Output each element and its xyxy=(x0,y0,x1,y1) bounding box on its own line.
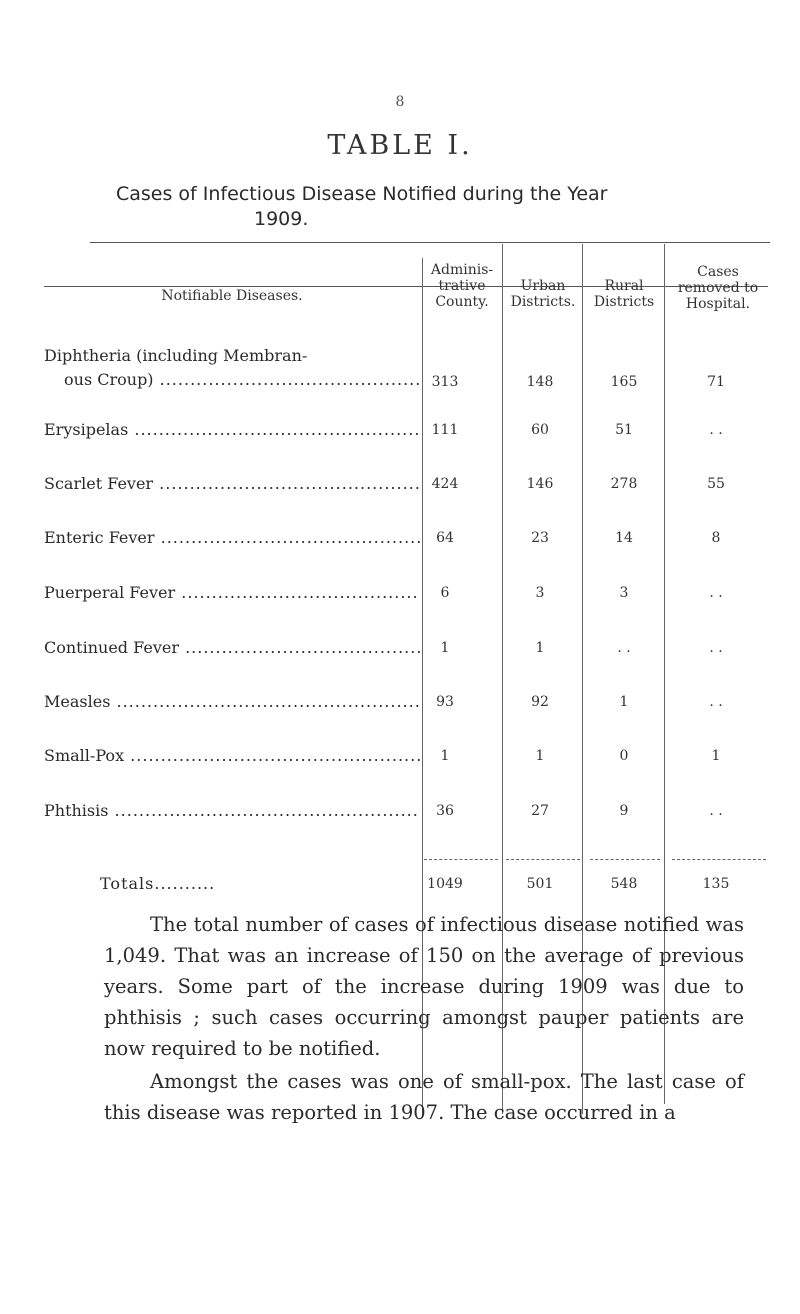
header-notifiable-diseases: Notifiable Diseases. xyxy=(161,288,303,304)
table-row xyxy=(0,744,800,768)
totals-rule-hospital xyxy=(672,859,766,860)
total-rural: 548 xyxy=(610,876,638,892)
total-county: 1049 xyxy=(427,876,463,892)
cell-hospital: 1 xyxy=(711,748,721,764)
cell-rural: 51 xyxy=(615,422,633,438)
header-administrative-county: Adminis-trative County. xyxy=(430,262,494,310)
disease-label: Phthisis ..... xyxy=(44,799,420,823)
header-rural-districts: Rural Districts xyxy=(593,278,655,310)
cell-hospital: . . xyxy=(709,803,723,819)
disease-label: Enteric Fever ..... xyxy=(44,526,420,550)
table-row xyxy=(0,344,800,392)
table-top-rule xyxy=(90,242,770,243)
header-urban-districts: Urban Districts. xyxy=(510,278,576,310)
table-row xyxy=(0,418,800,442)
cell-urban: 1 xyxy=(535,640,545,656)
table-row xyxy=(0,636,800,660)
cell-rural: 9 xyxy=(619,803,629,819)
cell-urban: 27 xyxy=(531,803,549,819)
paragraph-2: Amongst the cases was one of small-pox. The last case of this disease was reported in 1907. The case occurred in a xyxy=(104,1070,744,1124)
table-row xyxy=(0,581,800,605)
body-text xyxy=(104,909,744,1128)
cell-hospital: 55 xyxy=(707,476,725,492)
cell-urban: 146 xyxy=(526,476,554,492)
cell-county: 36 xyxy=(436,803,454,819)
disease-label: Continued Fever ..... xyxy=(44,636,420,660)
total-hospital: 135 xyxy=(702,876,730,892)
total-urban: 501 xyxy=(526,876,554,892)
disease-label: Erysipelas ..... xyxy=(44,418,420,442)
disease-label: Measles ..... xyxy=(44,690,420,714)
cell-hospital: . . xyxy=(709,422,723,438)
cell-urban: 148 xyxy=(526,374,554,390)
table-row xyxy=(0,799,800,823)
disease-label-continued: ous Croup) ..... xyxy=(64,368,420,392)
table-title: TABLE I. xyxy=(327,130,473,161)
table-row xyxy=(0,690,800,714)
page-number: 8 xyxy=(395,94,405,110)
cell-rural: 1 xyxy=(619,694,629,710)
totals-rule-county xyxy=(424,859,498,860)
disease-label: Scarlet Fever ..... xyxy=(44,472,420,496)
cell-county: 111 xyxy=(431,422,459,438)
cell-rural: 14 xyxy=(615,530,633,546)
cell-hospital: . . xyxy=(709,694,723,710)
table-row xyxy=(0,526,800,550)
cell-rural: 165 xyxy=(610,374,638,390)
cell-county: 93 xyxy=(436,694,454,710)
header-cases-removed: Cases removed to Hospital. xyxy=(677,264,759,312)
cell-hospital: 71 xyxy=(707,374,725,390)
cell-county: 313 xyxy=(431,374,459,390)
cell-urban: 1 xyxy=(535,748,545,764)
cell-hospital: . . xyxy=(709,640,723,656)
disease-label: Diphtheria (including Membran- xyxy=(44,346,308,365)
cell-rural: . . xyxy=(617,640,631,656)
paragraph-1: The total number of cases of infectious disease notified was 1,049. That was an increase of 150 on the average of previous years. Some part of the increase during 1909 was due to phthisis ; such cases occurring amongst pauper patients are now required to be notified. xyxy=(104,913,744,1060)
cell-rural: 0 xyxy=(619,748,629,764)
totals-row xyxy=(0,872,800,896)
cell-county: 64 xyxy=(436,530,454,546)
table-row xyxy=(0,472,800,496)
cell-urban: 92 xyxy=(531,694,549,710)
totals-rule-urban xyxy=(506,859,580,860)
table-caption xyxy=(116,182,736,232)
cell-rural: 278 xyxy=(610,476,638,492)
cell-hospital: . . xyxy=(709,585,723,601)
caption-year: 1909. xyxy=(254,208,309,230)
cell-urban: 3 xyxy=(535,585,545,601)
caption-line-1: Cases of Infectious Disease Notified during the Year xyxy=(116,183,608,205)
cell-county: 1 xyxy=(440,640,450,656)
cell-county: 6 xyxy=(440,585,450,601)
cell-county: 1 xyxy=(440,748,450,764)
cell-hospital: 8 xyxy=(711,530,721,546)
disease-label: Small-Pox ..... xyxy=(44,744,420,768)
disease-label: Puerperal Fever ..... xyxy=(44,581,420,605)
cell-county: 424 xyxy=(431,476,459,492)
cell-rural: 3 xyxy=(619,585,629,601)
cell-urban: 23 xyxy=(531,530,549,546)
totals-rule-rural xyxy=(590,859,660,860)
cell-urban: 60 xyxy=(531,422,549,438)
totals-label: Totals.......... xyxy=(100,874,216,893)
